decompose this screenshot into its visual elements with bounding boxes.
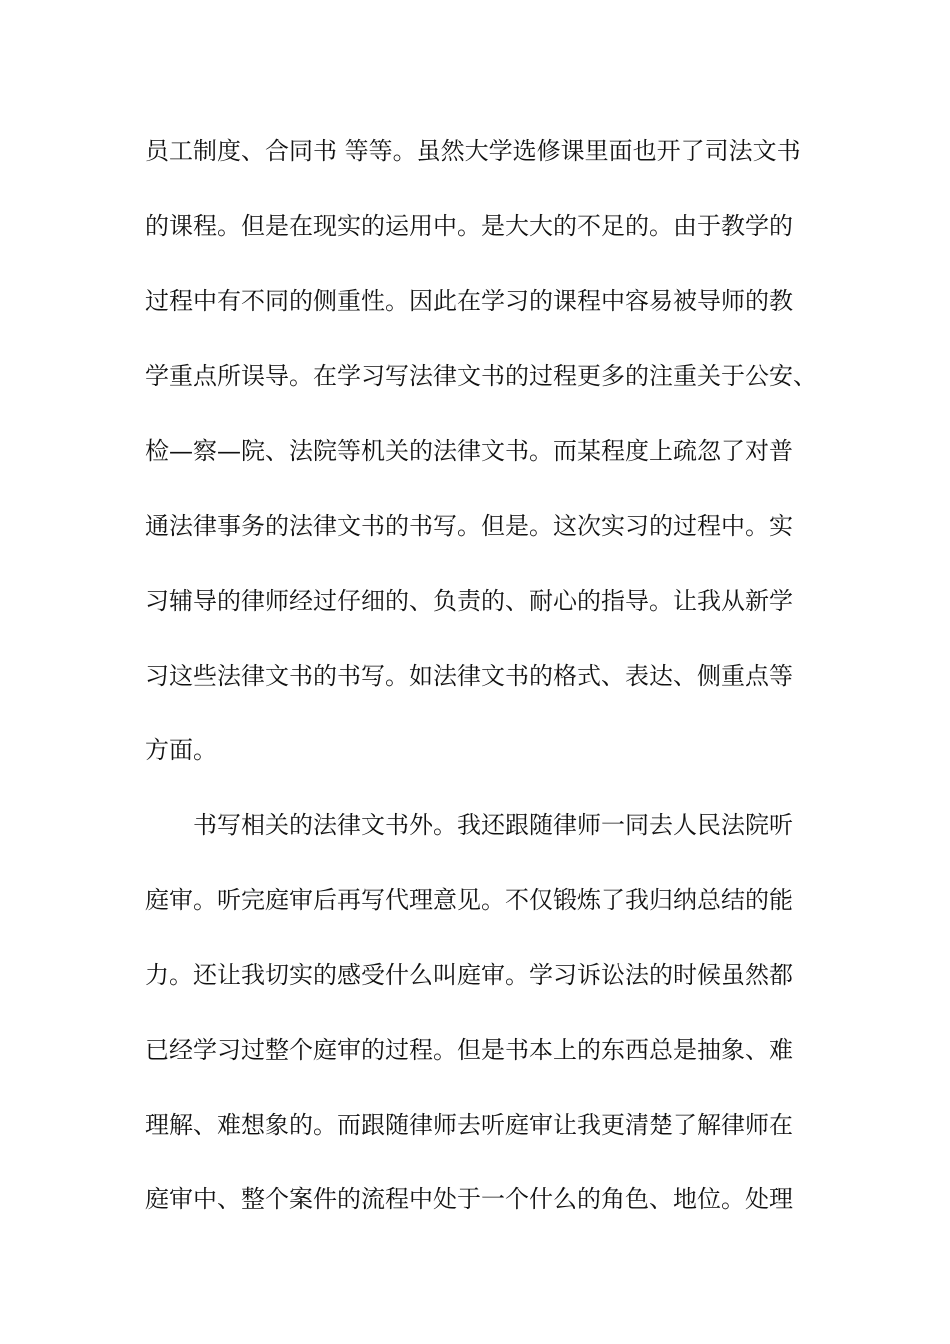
text-line: 习这些法律文书的书写。如法律文书的格式、表达、侧重点等 bbox=[145, 662, 793, 690]
text-line: 过程中有不同的侧重性。因此在学习的课程中容易被导师的教 bbox=[145, 287, 793, 315]
text-line: 通法律事务的法律文书的书写。但是。这次实习的过程中。实 bbox=[145, 512, 793, 540]
text-line: 理解、难想象的。而跟随律师去听庭审让我更清楚了解律师在 bbox=[145, 1111, 793, 1139]
text-line: 庭审。听完庭审后再写代理意见。不仅锻炼了我归纳总结的能 bbox=[145, 886, 793, 914]
text-line: 方面。 bbox=[145, 736, 217, 764]
text-line: 学重点所误导。在学习写法律文书的过程更多的注重关于公安、 bbox=[145, 362, 817, 390]
text-line: 已经学习过整个庭审的过程。但是书本上的东西总是抽象、难 bbox=[145, 1036, 793, 1064]
text-line: 的课程。但是在现实的运用中。是大大的不足的。由于教学的 bbox=[145, 212, 793, 240]
text-line: 员工制度、合同书 等等。虽然大学选修课里面也开了司法文书 bbox=[145, 137, 801, 165]
text-line: 检—察—院、法院等机关的法律文书。而某程度上疏忽了对普 bbox=[145, 437, 793, 465]
text-line: 庭审中、整个案件的流程中处于一个什么的角色、地位。处理 bbox=[145, 1185, 793, 1213]
paragraph-start-line: 书写相关的法律文书外。我还跟随律师一同去人民法院听 bbox=[193, 811, 793, 839]
text-line: 习辅导的律师经过仔细的、负责的、耐心的指导。让我从新学 bbox=[145, 587, 793, 615]
text-line: 力。还让我切实的感受什么叫庭审。学习诉讼法的时候虽然都 bbox=[145, 961, 793, 989]
